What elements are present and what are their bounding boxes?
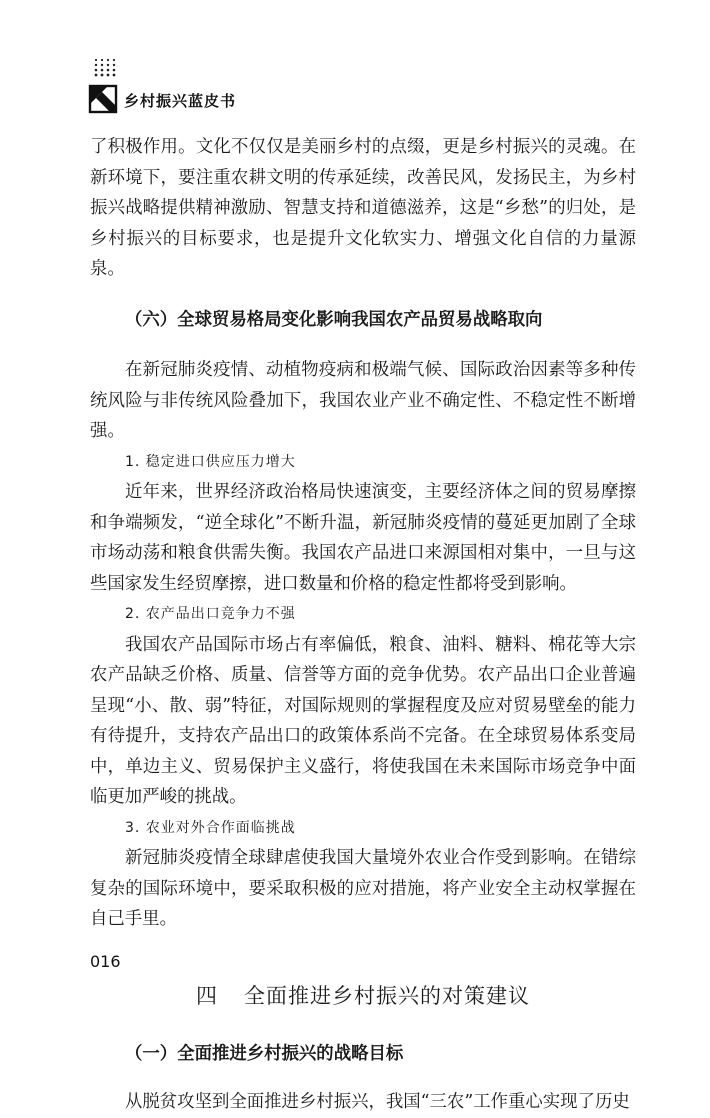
series-title: 乡村振兴蓝皮书 [124, 92, 237, 110]
heading-section-one: （一）全面推进乡村振兴的战略目标 [125, 1043, 404, 1064]
paragraph-export: 我国农产品国际市场占有率偏低，粮食、油料、糖料、棉花等大宗农产品缺乏价格、质量、信誉等方面的竞争优势。农产品出口企业普遍呈现“小、散、弱”特征，对国际规则的掌握程度及应对贸易壁垒的能力有待提升，支持农产品出口的政策体系尚不完备。在全球贸易体系变局中，单边主义、贸易保护主义盛行，将使我国在未来国际市场竞争中面临更加严峻的挑战。 [90, 634, 636, 807]
subheading-3: 3. 农业对外合作面临挑战 [125, 819, 296, 836]
chapter-title: 全面推进乡村振兴的对策建议 [244, 983, 530, 1008]
chapter-number: 四 [196, 983, 218, 1008]
paragraph-culture: 了积极作用。文化不仅仅是美丽乡村的点缀，更是乡村振兴的灵魂。在新环境下，要注重农耕文明的传承延续，改善民风，发扬民主，为乡村振兴战略提供精神激励、智慧支持和道德滋养，这是“乡愁”的归处，是乡村振兴的目标要求，也是提升文化软实力、增强文化自信的力量源泉。 [90, 137, 636, 279]
paragraph-risk: 在新冠肺炎疫情、动植物疫病和极端气候、国际政治因素等多种传统风险与非传统风险叠加下，我国农业产业不确定性、不稳定性不断增强。 [90, 360, 636, 441]
page-body [90, 132, 636, 1118]
subheading-2: 2. 农产品出口竞争力不强 [125, 606, 296, 622]
heading-section-six: （六）全球贸易格局变化影响我国农产品贸易战略取向 [125, 309, 543, 330]
book-icon [88, 84, 118, 114]
paragraph-goal: 从脱贫攻坚到全面推进乡村振兴，我国“三农”工作重心实现了历史 [125, 1092, 630, 1112]
running-header [88, 58, 388, 118]
dot-grid-icon [92, 58, 118, 80]
paragraph-import: 近年来，世界经济政治格局快速演变，主要经济体之间的贸易摩擦和争端频发，“逆全球化”不断升温，新冠肺炎疫情的蔓延更加剧了全球市场动荡和粮食供需失衡。我国农产品进口来源国相对集中，一旦与这些国家发生经贸摩擦，进口数量和价格的稳定性都将受到影响。 [90, 482, 636, 594]
page-number: 016 [90, 952, 121, 971]
chapter-heading [90, 979, 636, 1013]
subheading-1: 1. 稳定进口供应压力增大 [125, 453, 296, 470]
paragraph-cooperation: 新冠肺炎疫情全球肆虐使我国大量境外农业合作受到影响。在错综复杂的国际环境中，要采取积极的应对措施，将产业安全主动权掌握在自己手里。 [90, 848, 636, 929]
